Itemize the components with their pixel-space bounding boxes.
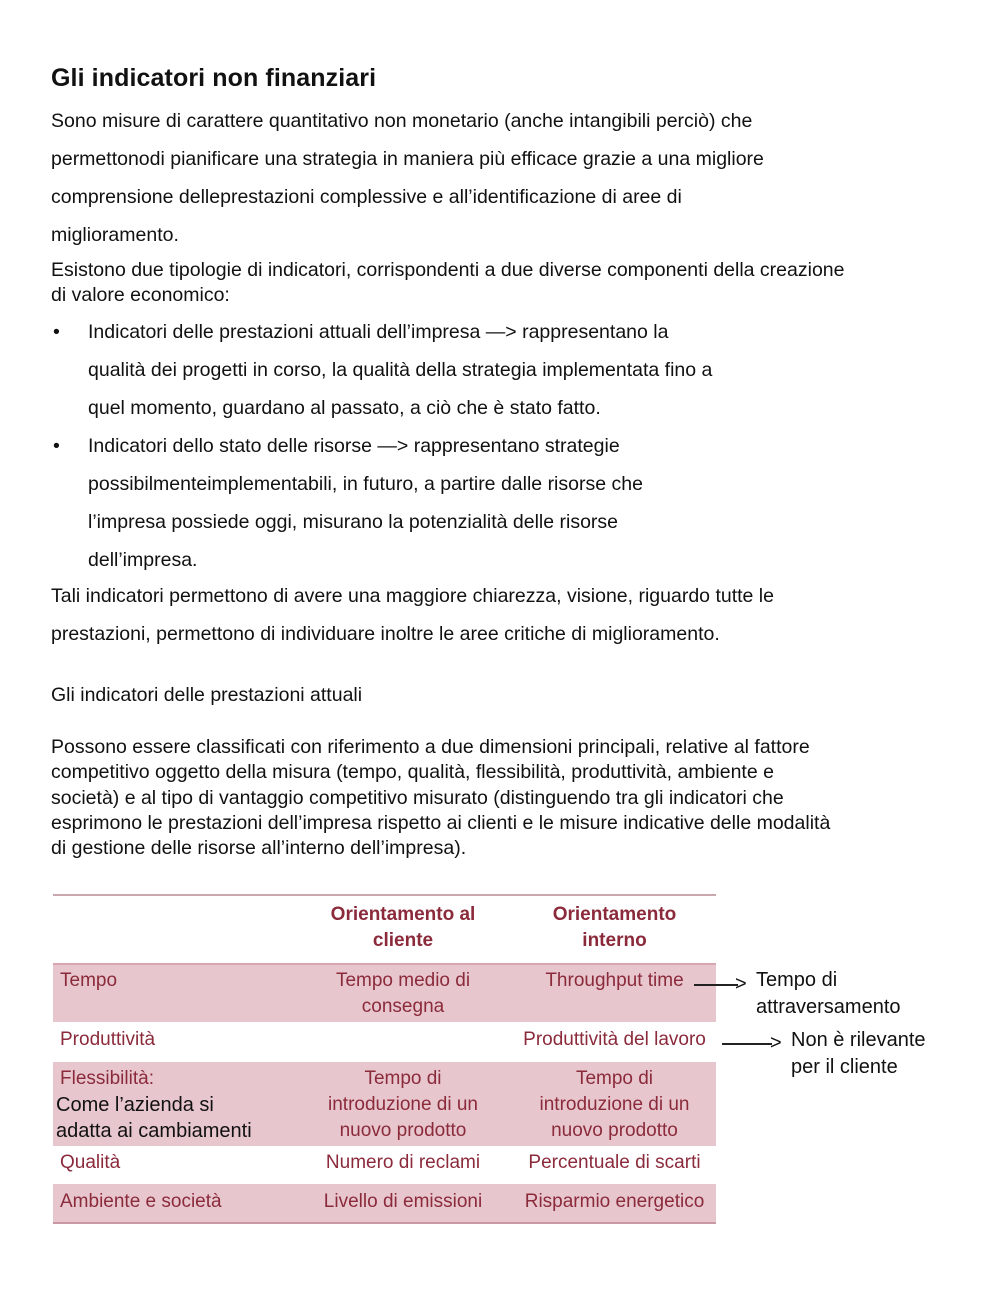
section-line: esprimono le prestazioni dell’impresa rispetto ai clienti e le misure indicative delle modalità	[51, 811, 831, 834]
bullet-mark: •	[53, 321, 60, 343]
header-text: cliente	[372, 930, 434, 951]
bullet-line: dell’impresa.	[88, 549, 198, 571]
cell-line: introduzione di un	[328, 1094, 478, 1115]
arrow-right-icon: >	[735, 973, 747, 995]
interno-cell: Risparmio energetico	[524, 1191, 705, 1212]
header-cell-interno	[513, 902, 716, 954]
factor-cell: Qualità	[60, 1152, 121, 1173]
factor-cell: Tempo	[60, 970, 118, 991]
table-row	[53, 965, 716, 1022]
intro-line: comprensione delleprestazioni complessive e all’identificazione di aree di	[51, 186, 682, 208]
section-line: di gestione delle risorse all’interno dell’impresa).	[51, 837, 467, 860]
header-text: interno	[582, 930, 647, 951]
types-line: di valore economico:	[51, 284, 230, 306]
factor-note-line: adatta ai cambiamenti	[56, 1120, 252, 1142]
header-cell-cliente	[293, 902, 513, 954]
arrow-line	[694, 984, 738, 986]
table-row	[53, 1022, 716, 1062]
intro-paragraph	[51, 102, 951, 254]
cell-line: consegna	[361, 996, 445, 1017]
factor-cell: Produttività	[60, 1029, 156, 1050]
cliente-cell: Numero di reclami	[325, 1152, 481, 1173]
bullet-line: qualità dei progetti in corso, la qualità della strategia implementata fino a	[88, 359, 713, 381]
factor-cell	[53, 1066, 293, 1146]
cliente-cell: Livello di emissioni	[323, 1191, 483, 1212]
interno-cell: Percentuale di scarti	[528, 1152, 701, 1173]
bullet-line: Indicatori delle prestazioni attuali dell’impresa —> rappresentano la	[88, 321, 669, 343]
interno-cell: Produttività del lavoro	[523, 1029, 706, 1050]
intro-line: miglioramento.	[51, 224, 179, 246]
annotation-line: attraversamento	[756, 996, 901, 1018]
cell-line: Tempo di	[575, 1068, 654, 1089]
indicator-types-list	[51, 313, 951, 579]
list-item	[51, 313, 951, 427]
factor-cell: Ambiente e società	[60, 1191, 222, 1212]
indicators-table	[53, 894, 716, 1224]
section-paragraph	[51, 735, 981, 861]
interno-cell	[513, 1066, 716, 1146]
cliente-cell	[293, 968, 513, 1022]
bullet-line: possibilmenteimplementabili, in futuro, a partire dalle risorse che	[88, 473, 643, 495]
header-text: Orientamento al	[330, 904, 476, 925]
arrow-line	[722, 1043, 772, 1045]
types-line: Esistono due tipologie di indicatori, corrispondenti a due diverse componenti della creazione	[51, 259, 845, 281]
cell-line: Tempo medio di	[335, 970, 471, 991]
document-title: Gli indicatori non finanziari	[51, 64, 377, 92]
intro-line: permettonodi pianificare una strategia in maniera più efficace grazie a una migliore	[51, 148, 764, 170]
table-header-row	[53, 896, 716, 963]
bullet-mark: •	[53, 435, 60, 457]
section-title: Gli indicatori delle prestazioni attuali	[51, 684, 363, 706]
list-item	[51, 427, 951, 579]
section-line: società) e al tipo di vantaggio competitivo misurato (distinguendo tra gli indicatori che	[51, 786, 784, 809]
throughput-annotation	[756, 967, 901, 1021]
factor-note-line: Come l’azienda si	[56, 1094, 214, 1116]
annotation-line: Tempo di	[756, 969, 838, 991]
table-row	[53, 1062, 716, 1146]
cell-line: nuovo prodotto	[339, 1120, 467, 1141]
cell-line: Flessibilità:	[60, 1068, 154, 1089]
cell-line: introduzione di un	[539, 1094, 690, 1115]
cell-line: Throughput time	[545, 970, 684, 991]
interno-cell	[513, 968, 716, 1022]
summary-line: Tali indicatori permettono di avere una maggiore chiarezza, visione, riguardo tutte le	[51, 585, 774, 607]
table-row	[53, 1184, 716, 1222]
types-paragraph	[51, 258, 986, 308]
table-bottom-rule	[53, 1222, 716, 1224]
cell-line: Tempo di	[364, 1068, 442, 1089]
bullet-line: Indicatori dello stato delle risorse —> rappresentano strategie	[88, 435, 620, 457]
section-line: competitivo oggetto della misura (tempo, qualità, flessibilità, produttività, ambiente e	[51, 761, 774, 784]
cell-line: nuovo prodotto	[551, 1120, 678, 1141]
header-text: Orientamento	[552, 904, 677, 925]
section-line: Possono essere classificati con riferimento a due dimensioni principali, relative al fattore	[51, 736, 810, 758]
bullet-line: l’impresa possiede oggi, misurano la potenzialità delle risorse	[88, 511, 619, 533]
arrow-right-icon: >	[770, 1032, 782, 1054]
bullet-line: quel momento, guardano al passato, a ciò che è stato fatto.	[88, 397, 601, 419]
annotation-line: Non è rilevante	[791, 1029, 926, 1051]
summary-paragraph	[51, 577, 951, 653]
cliente-cell	[293, 1027, 513, 1062]
intro-line: Sono misure di carattere quantitativo non monetario (anche intangibili perciò) che	[51, 110, 753, 132]
table-row	[53, 1146, 716, 1184]
summary-line: prestazioni, permettono di individuare inoltre le aree critiche di miglioramento.	[51, 623, 720, 645]
productivity-annotation	[791, 1027, 926, 1081]
annotation-line: per il cliente	[791, 1056, 898, 1078]
cliente-cell	[293, 1066, 513, 1146]
